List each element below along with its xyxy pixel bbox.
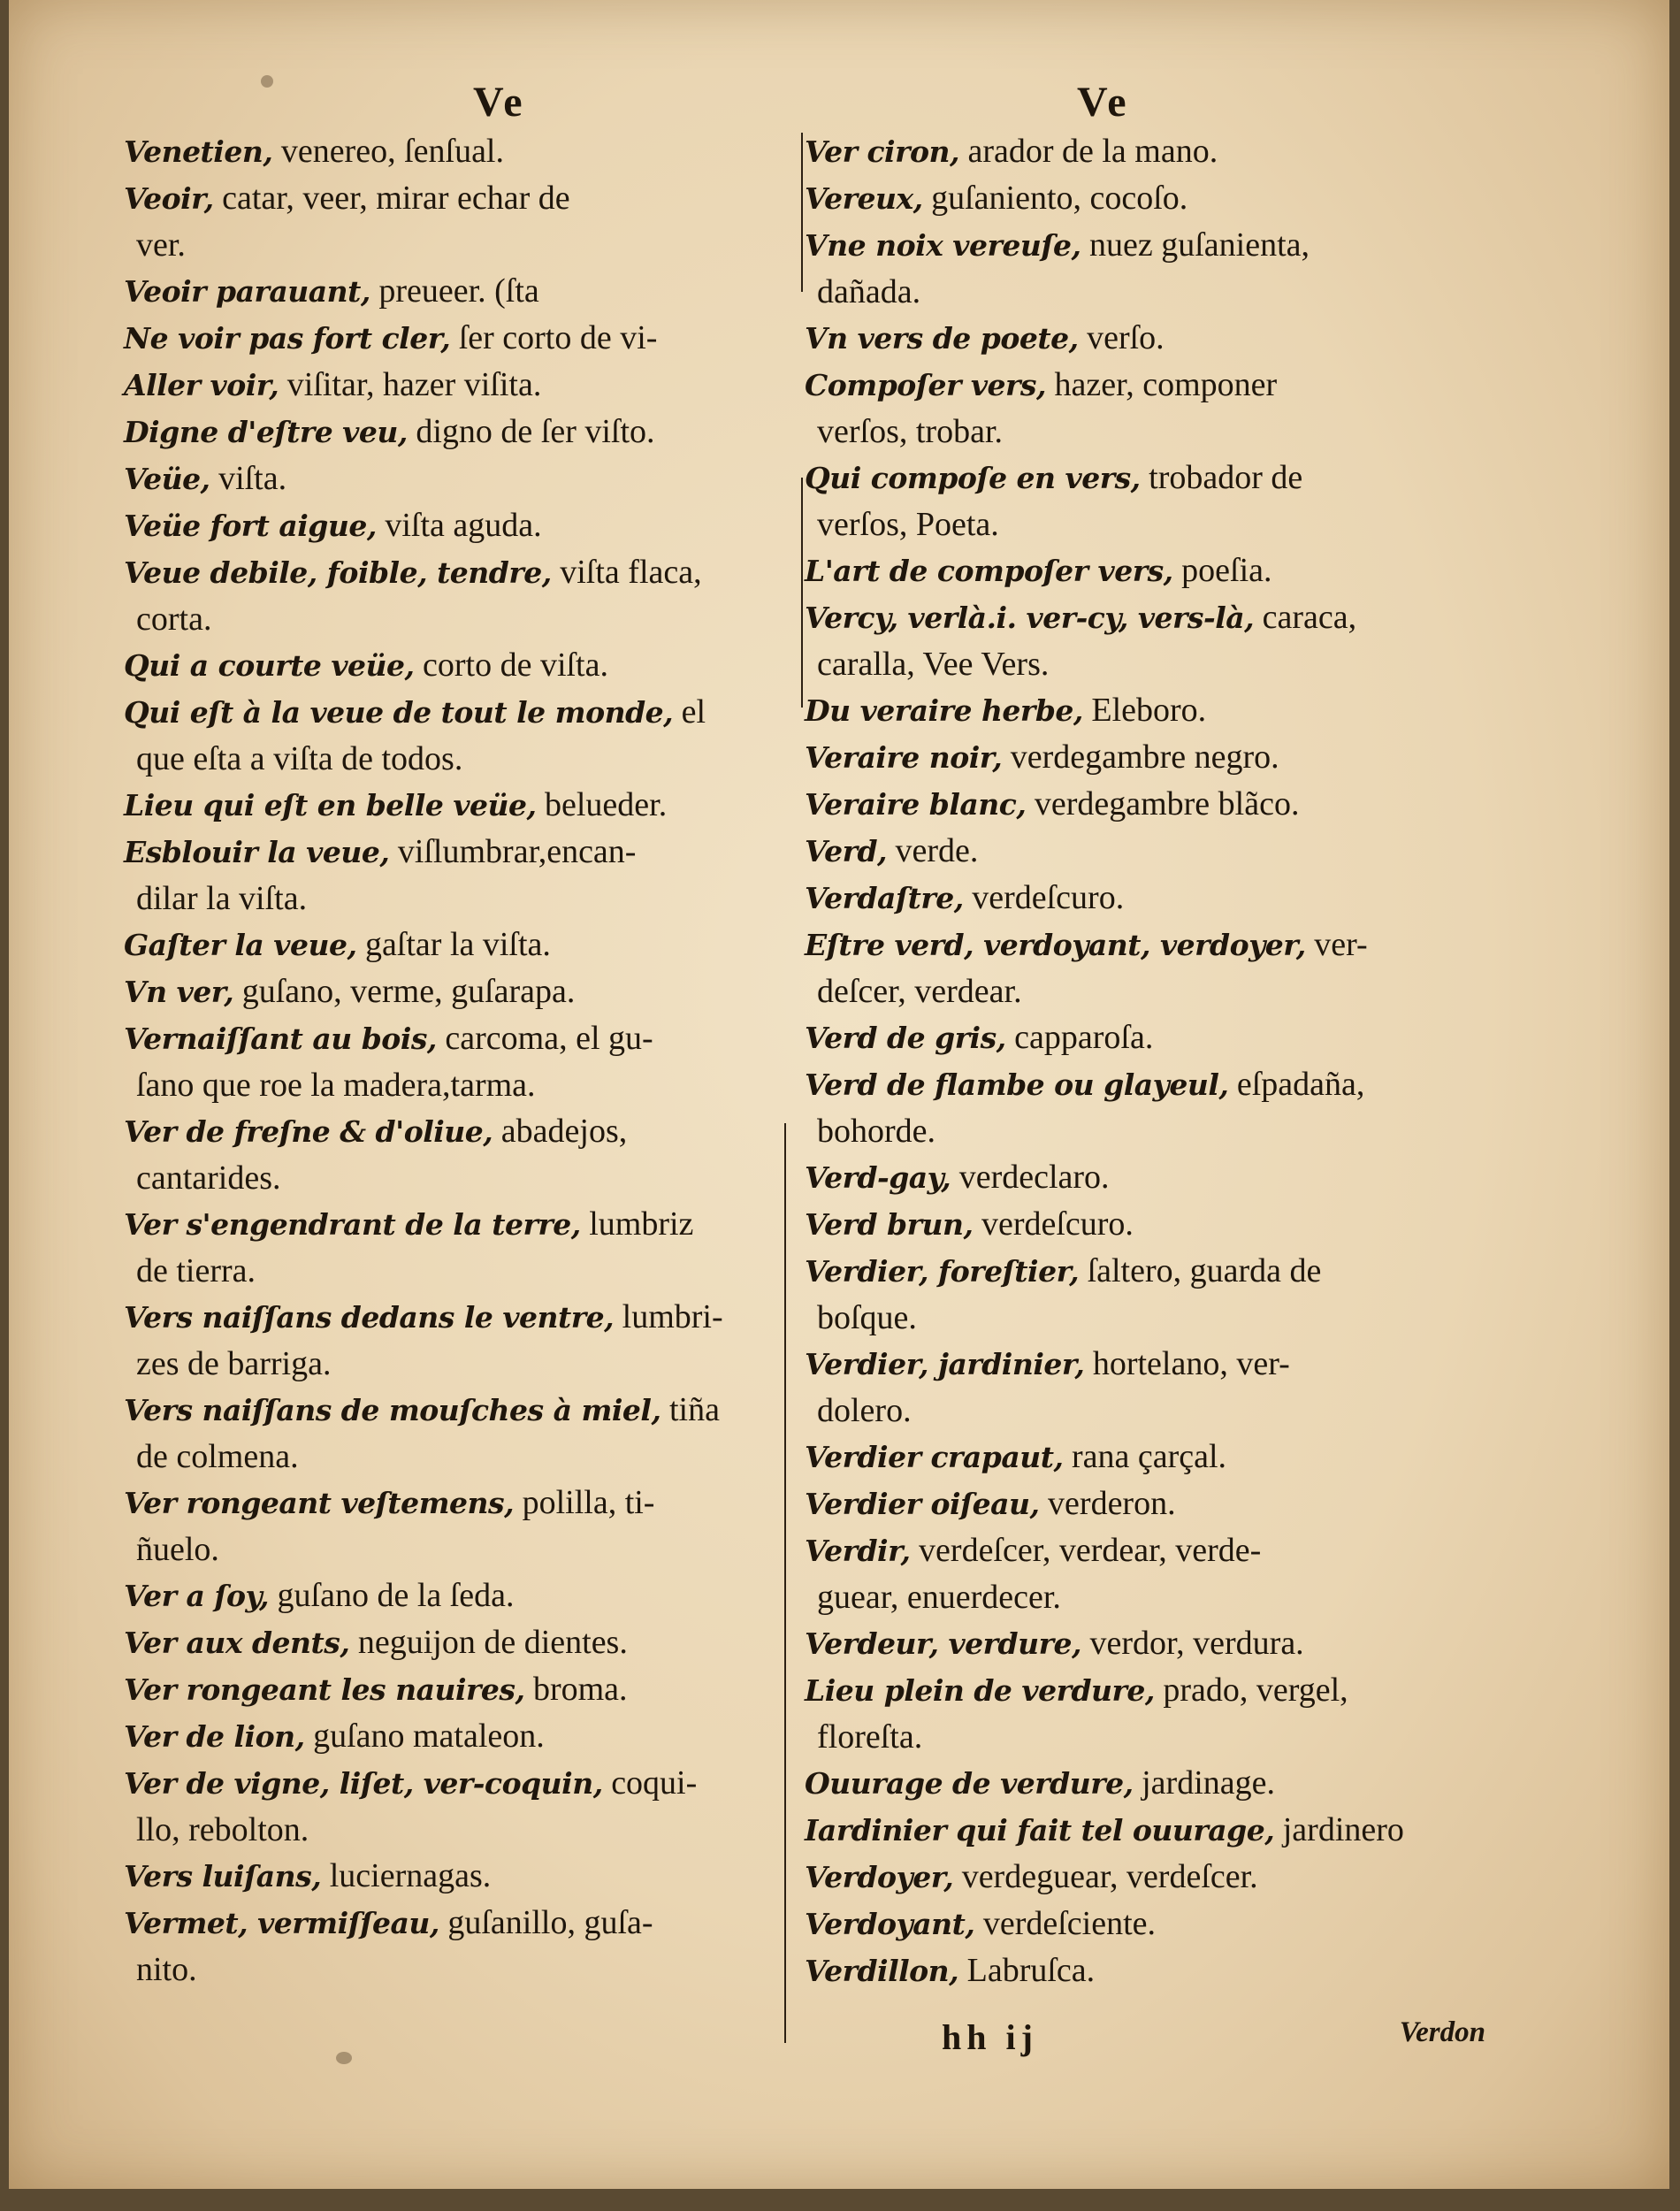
spanish-gloss: Labruſca. xyxy=(958,1952,1096,1989)
french-term: Vernaiſſant au bois, xyxy=(124,1021,437,1056)
dictionary-entry xyxy=(805,501,1485,547)
spanish-gloss: catar, veer, mirar echar de xyxy=(213,180,570,217)
french-term: Ver aux dents, xyxy=(124,1626,350,1660)
dictionary-entry xyxy=(805,1014,1485,1061)
spanish-gloss: verdegambre negro. xyxy=(1002,738,1279,776)
dictionary-entry xyxy=(805,781,1485,828)
french-term: Verdoyant, xyxy=(805,1907,975,1941)
dictionary-entry xyxy=(124,362,796,409)
dictionary-entry xyxy=(124,1434,796,1480)
french-term: Lieu plein de verdure, xyxy=(805,1673,1155,1708)
spanish-gloss: caraca, xyxy=(1254,599,1357,636)
spanish-gloss: hortelano, ver- xyxy=(1084,1345,1290,1382)
french-term: Ver de lion, xyxy=(124,1719,305,1754)
dictionary-entry xyxy=(124,642,796,689)
dictionary-entry xyxy=(805,1108,1485,1154)
dictionary-entry xyxy=(124,1062,796,1108)
spanish-gloss: deſcer, verdear. xyxy=(817,973,1022,1010)
spanish-gloss: arador de la mano. xyxy=(958,133,1218,170)
dictionary-entry xyxy=(805,222,1485,269)
dictionary-entry xyxy=(805,1947,1485,1994)
spanish-gloss: de tierra. xyxy=(136,1252,256,1289)
dictionary-entry xyxy=(124,1619,796,1666)
dictionary-entry xyxy=(124,1015,796,1062)
french-term: Verd-gay, xyxy=(805,1160,951,1195)
french-term: Vn ver, xyxy=(124,975,234,1009)
french-term: Ver de vigne, liſet, ver-coquin, xyxy=(124,1766,603,1801)
french-term: Ver rongeant veſtemens, xyxy=(124,1486,515,1520)
dictionary-entry xyxy=(124,409,796,455)
dictionary-entry xyxy=(805,175,1485,222)
dictionary-entry xyxy=(805,1620,1485,1667)
dictionary-entry xyxy=(124,1713,796,1760)
french-term: Vne noix vereuſe, xyxy=(805,228,1081,263)
french-term: Iardinier qui fait tel ouurage, xyxy=(805,1813,1275,1848)
dictionary-entry xyxy=(124,596,796,642)
french-term: Verdaſtre, xyxy=(805,881,964,915)
dictionary-entry xyxy=(124,922,796,968)
spanish-gloss: caralla, Vee Vers. xyxy=(817,646,1050,683)
dictionary-entry xyxy=(124,968,796,1015)
spanish-gloss: verſo. xyxy=(1078,319,1165,356)
spanish-gloss: rana çarçal. xyxy=(1063,1438,1227,1475)
dictionary-entry xyxy=(124,876,796,922)
french-term: Digne d'eſtre veu, xyxy=(124,415,408,449)
spanish-gloss: guear, enuerdecer. xyxy=(817,1579,1061,1616)
french-term: Compoſer vers, xyxy=(805,368,1046,402)
dictionary-entry xyxy=(124,1760,796,1807)
french-term: Ver s'engendrant de la terre, xyxy=(124,1207,581,1242)
dictionary-entry xyxy=(805,1248,1485,1295)
spanish-gloss: jardinero xyxy=(1274,1811,1404,1848)
spanish-gloss: ñuelo. xyxy=(136,1531,219,1568)
spanish-gloss: de colmena. xyxy=(136,1438,299,1475)
dictionary-entry xyxy=(805,875,1485,922)
french-term: Ouurage de verdure, xyxy=(805,1766,1134,1801)
spanish-gloss: neguijon de dientes. xyxy=(349,1624,628,1661)
dictionary-entry xyxy=(124,1294,796,1341)
spanish-gloss: verdeclaro. xyxy=(951,1159,1110,1196)
spanish-gloss: guſano mataleon. xyxy=(304,1718,545,1755)
dictionary-entry xyxy=(805,1480,1485,1527)
dictionary-entry xyxy=(124,1387,796,1434)
spanish-gloss: Eleboro. xyxy=(1082,692,1207,729)
spanish-gloss: hazer, componer xyxy=(1045,366,1278,403)
signature-mark: hh ij xyxy=(942,2017,1038,2057)
spanish-gloss: eſpadaña, xyxy=(1228,1066,1365,1103)
french-term: Veüe fort aigue, xyxy=(124,509,377,543)
page-footer xyxy=(893,2016,1485,2061)
french-term: Verdir, xyxy=(805,1534,911,1568)
french-term: Qui compoſe en vers, xyxy=(805,461,1141,495)
french-term: Verd brun, xyxy=(805,1207,974,1242)
spanish-gloss: ſer corto de vi- xyxy=(450,319,658,356)
spanish-gloss: broma. xyxy=(524,1671,628,1708)
spanish-gloss: corta. xyxy=(136,601,212,638)
dictionary-entry xyxy=(124,128,796,175)
dictionary-entry xyxy=(805,1154,1485,1201)
spanish-gloss: guſanillo, guſa- xyxy=(439,1904,653,1941)
dictionary-entry xyxy=(124,1248,796,1294)
spanish-gloss: dañada. xyxy=(817,273,921,310)
dictionary-entry xyxy=(805,1854,1485,1901)
dictionary-entry xyxy=(805,968,1485,1014)
dictionary-entry xyxy=(805,734,1485,781)
french-term: Ne voir pas fort cler, xyxy=(124,321,451,356)
spanish-gloss: verdeſcer, verdear, verde- xyxy=(910,1532,1262,1569)
french-term: Vn vers de poete, xyxy=(805,321,1079,356)
dictionary-entry xyxy=(124,1666,796,1713)
spanish-gloss: guſano, verme, guſarapa. xyxy=(233,973,576,1010)
french-term: Lieu qui eſt en belle veüe, xyxy=(124,788,537,822)
spanish-gloss: verdeguear, verdeſcer. xyxy=(953,1858,1258,1895)
spanish-gloss: nito. xyxy=(136,1951,197,1988)
spanish-gloss: llo, rebolton. xyxy=(136,1811,309,1848)
french-term: Verdier, jardinier, xyxy=(805,1347,1085,1381)
spanish-gloss: verdeſcuro. xyxy=(963,879,1125,916)
dictionary-entry xyxy=(805,922,1485,968)
dictionary-entry xyxy=(805,1434,1485,1480)
french-term: Verdeur, verdure, xyxy=(805,1626,1081,1661)
french-term: Verd, xyxy=(805,834,888,868)
dictionary-entry xyxy=(124,315,796,362)
dictionary-entry xyxy=(124,1341,796,1387)
dictionary-entry xyxy=(805,1341,1485,1388)
dictionary-entry xyxy=(805,1527,1485,1574)
dictionary-entry xyxy=(805,1201,1485,1248)
spanish-gloss: cantarides. xyxy=(136,1159,281,1197)
french-term: Vers naiſſans dedans le ventre, xyxy=(124,1300,615,1335)
dictionary-entry xyxy=(805,1295,1485,1341)
spanish-gloss: verdeſcuro. xyxy=(973,1205,1134,1243)
dictionary-entry xyxy=(805,1388,1485,1434)
dictionary-entry xyxy=(805,1760,1485,1807)
french-term: Du veraire herbe, xyxy=(805,693,1083,728)
dictionary-entry xyxy=(805,1901,1485,1947)
spanish-gloss: corto de viſta. xyxy=(414,646,608,684)
dictionary-entry xyxy=(805,687,1485,734)
dictionary-entry xyxy=(124,175,796,222)
spanish-gloss: verdegambre blãco. xyxy=(1026,785,1300,822)
spanish-gloss: lumbriz xyxy=(580,1205,694,1243)
spanish-gloss: guſaniento, cocoſo. xyxy=(922,180,1188,217)
column-rule xyxy=(801,478,803,708)
dictionary-entry xyxy=(805,1574,1485,1620)
dictionary-entry xyxy=(805,1061,1485,1108)
dictionary-entry xyxy=(805,315,1485,362)
french-term: Esblouir la veue, xyxy=(124,835,390,869)
dictionary-entry xyxy=(124,1900,796,1947)
column-rule xyxy=(801,133,803,292)
dictionary-entry xyxy=(124,549,796,596)
french-term: Verdoyer, xyxy=(805,1860,954,1894)
spanish-gloss: abadejos, xyxy=(493,1113,628,1150)
french-term: Veüe, xyxy=(124,462,210,496)
dictionary-entry xyxy=(124,1108,796,1155)
spanish-gloss: preueer. (ſta xyxy=(370,272,539,310)
spanish-gloss: trobador de xyxy=(1140,459,1303,496)
spanish-gloss: tiña xyxy=(661,1391,720,1428)
spanish-gloss: lumbri- xyxy=(614,1298,723,1335)
french-term: Verdillon, xyxy=(805,1954,959,1988)
spanish-gloss: viſta flaca, xyxy=(551,554,702,591)
dictionary-entry xyxy=(124,829,796,876)
french-term: Verdier, foreſtier, xyxy=(805,1254,1080,1289)
dictionary-entry xyxy=(805,641,1485,687)
dictionary-entry xyxy=(124,1155,796,1201)
dictionary-entry xyxy=(124,1853,796,1900)
french-term: Vercy, verlà.i. ver-cy, vers-là, xyxy=(805,601,1255,635)
dictionary-entry xyxy=(124,689,796,736)
dictionary-entry xyxy=(805,362,1485,409)
french-term: Verd de flambe ou glayeul, xyxy=(805,1067,1229,1102)
french-term: Venetien, xyxy=(124,134,273,169)
spanish-gloss: ſano que roe la madera,tarma. xyxy=(136,1067,536,1104)
spanish-gloss: capparoſa. xyxy=(1005,1019,1154,1056)
spanish-gloss: verde. xyxy=(887,832,979,869)
dictionary-entry xyxy=(805,128,1485,175)
dictionary-entry xyxy=(124,1526,796,1572)
french-term: Vers luiſans, xyxy=(124,1859,322,1894)
running-head-left: Ve xyxy=(473,79,526,126)
spanish-gloss: floreſta. xyxy=(817,1718,923,1756)
french-term: Veraire noir, xyxy=(805,740,1003,775)
spanish-gloss: verſos, trobar. xyxy=(817,413,1004,450)
spanish-gloss: ſaltero, guarda de xyxy=(1079,1252,1322,1289)
dictionary-entry xyxy=(124,502,796,549)
french-term: Gaſter la veue, xyxy=(124,928,357,962)
spanish-gloss: viſta aguda. xyxy=(376,507,542,544)
ink-blot xyxy=(261,75,273,88)
dictionary-entry xyxy=(805,828,1485,875)
french-term: Vereux, xyxy=(805,181,923,216)
dictionary-entry xyxy=(805,409,1485,455)
spanish-gloss: venereo, ſenſual. xyxy=(272,133,504,170)
spanish-gloss: el xyxy=(673,693,706,731)
dictionary-entry xyxy=(124,1947,796,1993)
dictionary-entry xyxy=(124,268,796,315)
french-term: Aller voir, xyxy=(124,368,279,402)
dictionary-entry xyxy=(805,1714,1485,1760)
spanish-gloss: polilla, ti- xyxy=(514,1484,655,1521)
spanish-gloss: luciernagas. xyxy=(321,1857,492,1894)
dictionary-entry xyxy=(805,455,1485,501)
dictionary-entry xyxy=(124,455,796,502)
spanish-gloss: viſta. xyxy=(210,460,287,497)
dictionary-entry xyxy=(805,547,1485,594)
spanish-gloss: poeſia. xyxy=(1172,552,1272,589)
spanish-gloss: guſano de la ſeda. xyxy=(269,1577,515,1614)
dictionary-entry xyxy=(124,1572,796,1619)
spanish-gloss: bohorde. xyxy=(817,1113,936,1150)
dictionary-entry xyxy=(124,782,796,829)
spanish-gloss: ver. xyxy=(136,226,186,264)
french-term: Vers naiſſans de mouſches à miel, xyxy=(124,1393,661,1427)
spanish-gloss: dolero. xyxy=(817,1392,912,1429)
dictionary-entry xyxy=(805,594,1485,641)
dictionary-entry xyxy=(124,736,796,782)
spanish-gloss: viſitar, hazer viſita. xyxy=(279,366,542,403)
spanish-gloss: digno de ſer viſto. xyxy=(407,413,655,450)
spanish-gloss: prado, vergel, xyxy=(1154,1672,1348,1709)
french-term: Veraire blanc, xyxy=(805,787,1027,822)
running-head-right: Ve xyxy=(1077,79,1130,126)
french-term: L'art de compoſer vers, xyxy=(805,554,1173,588)
spanish-gloss: gaſtar la viſta. xyxy=(356,926,551,963)
french-term: Vermet, vermiſſeau, xyxy=(124,1906,439,1940)
spanish-gloss: jardinage. xyxy=(1133,1764,1275,1802)
spanish-gloss: que eſta a viſta de todos. xyxy=(136,740,463,777)
spanish-gloss: carcoma, el gu- xyxy=(436,1020,653,1057)
spanish-gloss: belueder. xyxy=(536,786,668,823)
spanish-gloss: dilar la viſta. xyxy=(136,880,308,917)
spanish-gloss: viſlumbrar,encan- xyxy=(389,833,637,870)
french-term: Verdier crapaut, xyxy=(805,1440,1064,1474)
dictionary-entry xyxy=(124,1480,796,1526)
spanish-gloss: zes de barriga. xyxy=(136,1345,332,1382)
ink-blot xyxy=(336,2052,352,2064)
left-column xyxy=(124,128,796,1993)
spanish-gloss: verdor, verdura. xyxy=(1081,1625,1304,1662)
french-term: Ver de freſne & d'oliue, xyxy=(124,1114,493,1149)
dictionary-entry xyxy=(124,222,796,268)
spanish-gloss: nuez guſanienta, xyxy=(1081,226,1310,264)
spanish-gloss: verderon. xyxy=(1039,1485,1176,1522)
french-term: Veue debile, foible, tendre, xyxy=(124,555,552,590)
book-page xyxy=(9,0,1669,2189)
french-term: Verd de gris, xyxy=(805,1021,1006,1055)
dictionary-entry xyxy=(805,1667,1485,1714)
french-term: Ver a ſoy, xyxy=(124,1579,270,1613)
french-term: Ver ciron, xyxy=(805,134,959,169)
spanish-gloss: verdeſciente. xyxy=(974,1905,1156,1942)
dictionary-entry xyxy=(124,1807,796,1853)
catchword: Verdon xyxy=(1399,2016,1485,2048)
french-term: Ver rongeant les nauires, xyxy=(124,1672,525,1707)
french-term: Qui eſt à la veue de tout le monde, xyxy=(124,695,674,730)
spanish-gloss: verſos, Poeta. xyxy=(817,506,999,543)
french-term: Veoir parauant, xyxy=(124,274,370,309)
spanish-gloss: ver- xyxy=(1305,926,1368,963)
french-term: Eſtre verd, verdoyant, verdoyer, xyxy=(805,928,1306,962)
french-term: Qui a courte veüe, xyxy=(124,648,415,683)
spanish-gloss: coqui- xyxy=(602,1764,698,1802)
dictionary-entry xyxy=(124,1201,796,1248)
french-term: Verdier oiſeau, xyxy=(805,1487,1040,1521)
french-term: Veoir, xyxy=(124,181,214,216)
dictionary-entry xyxy=(805,1807,1485,1854)
dictionary-entry xyxy=(805,269,1485,315)
spanish-gloss: boſque. xyxy=(817,1299,917,1336)
right-column xyxy=(805,128,1485,1994)
